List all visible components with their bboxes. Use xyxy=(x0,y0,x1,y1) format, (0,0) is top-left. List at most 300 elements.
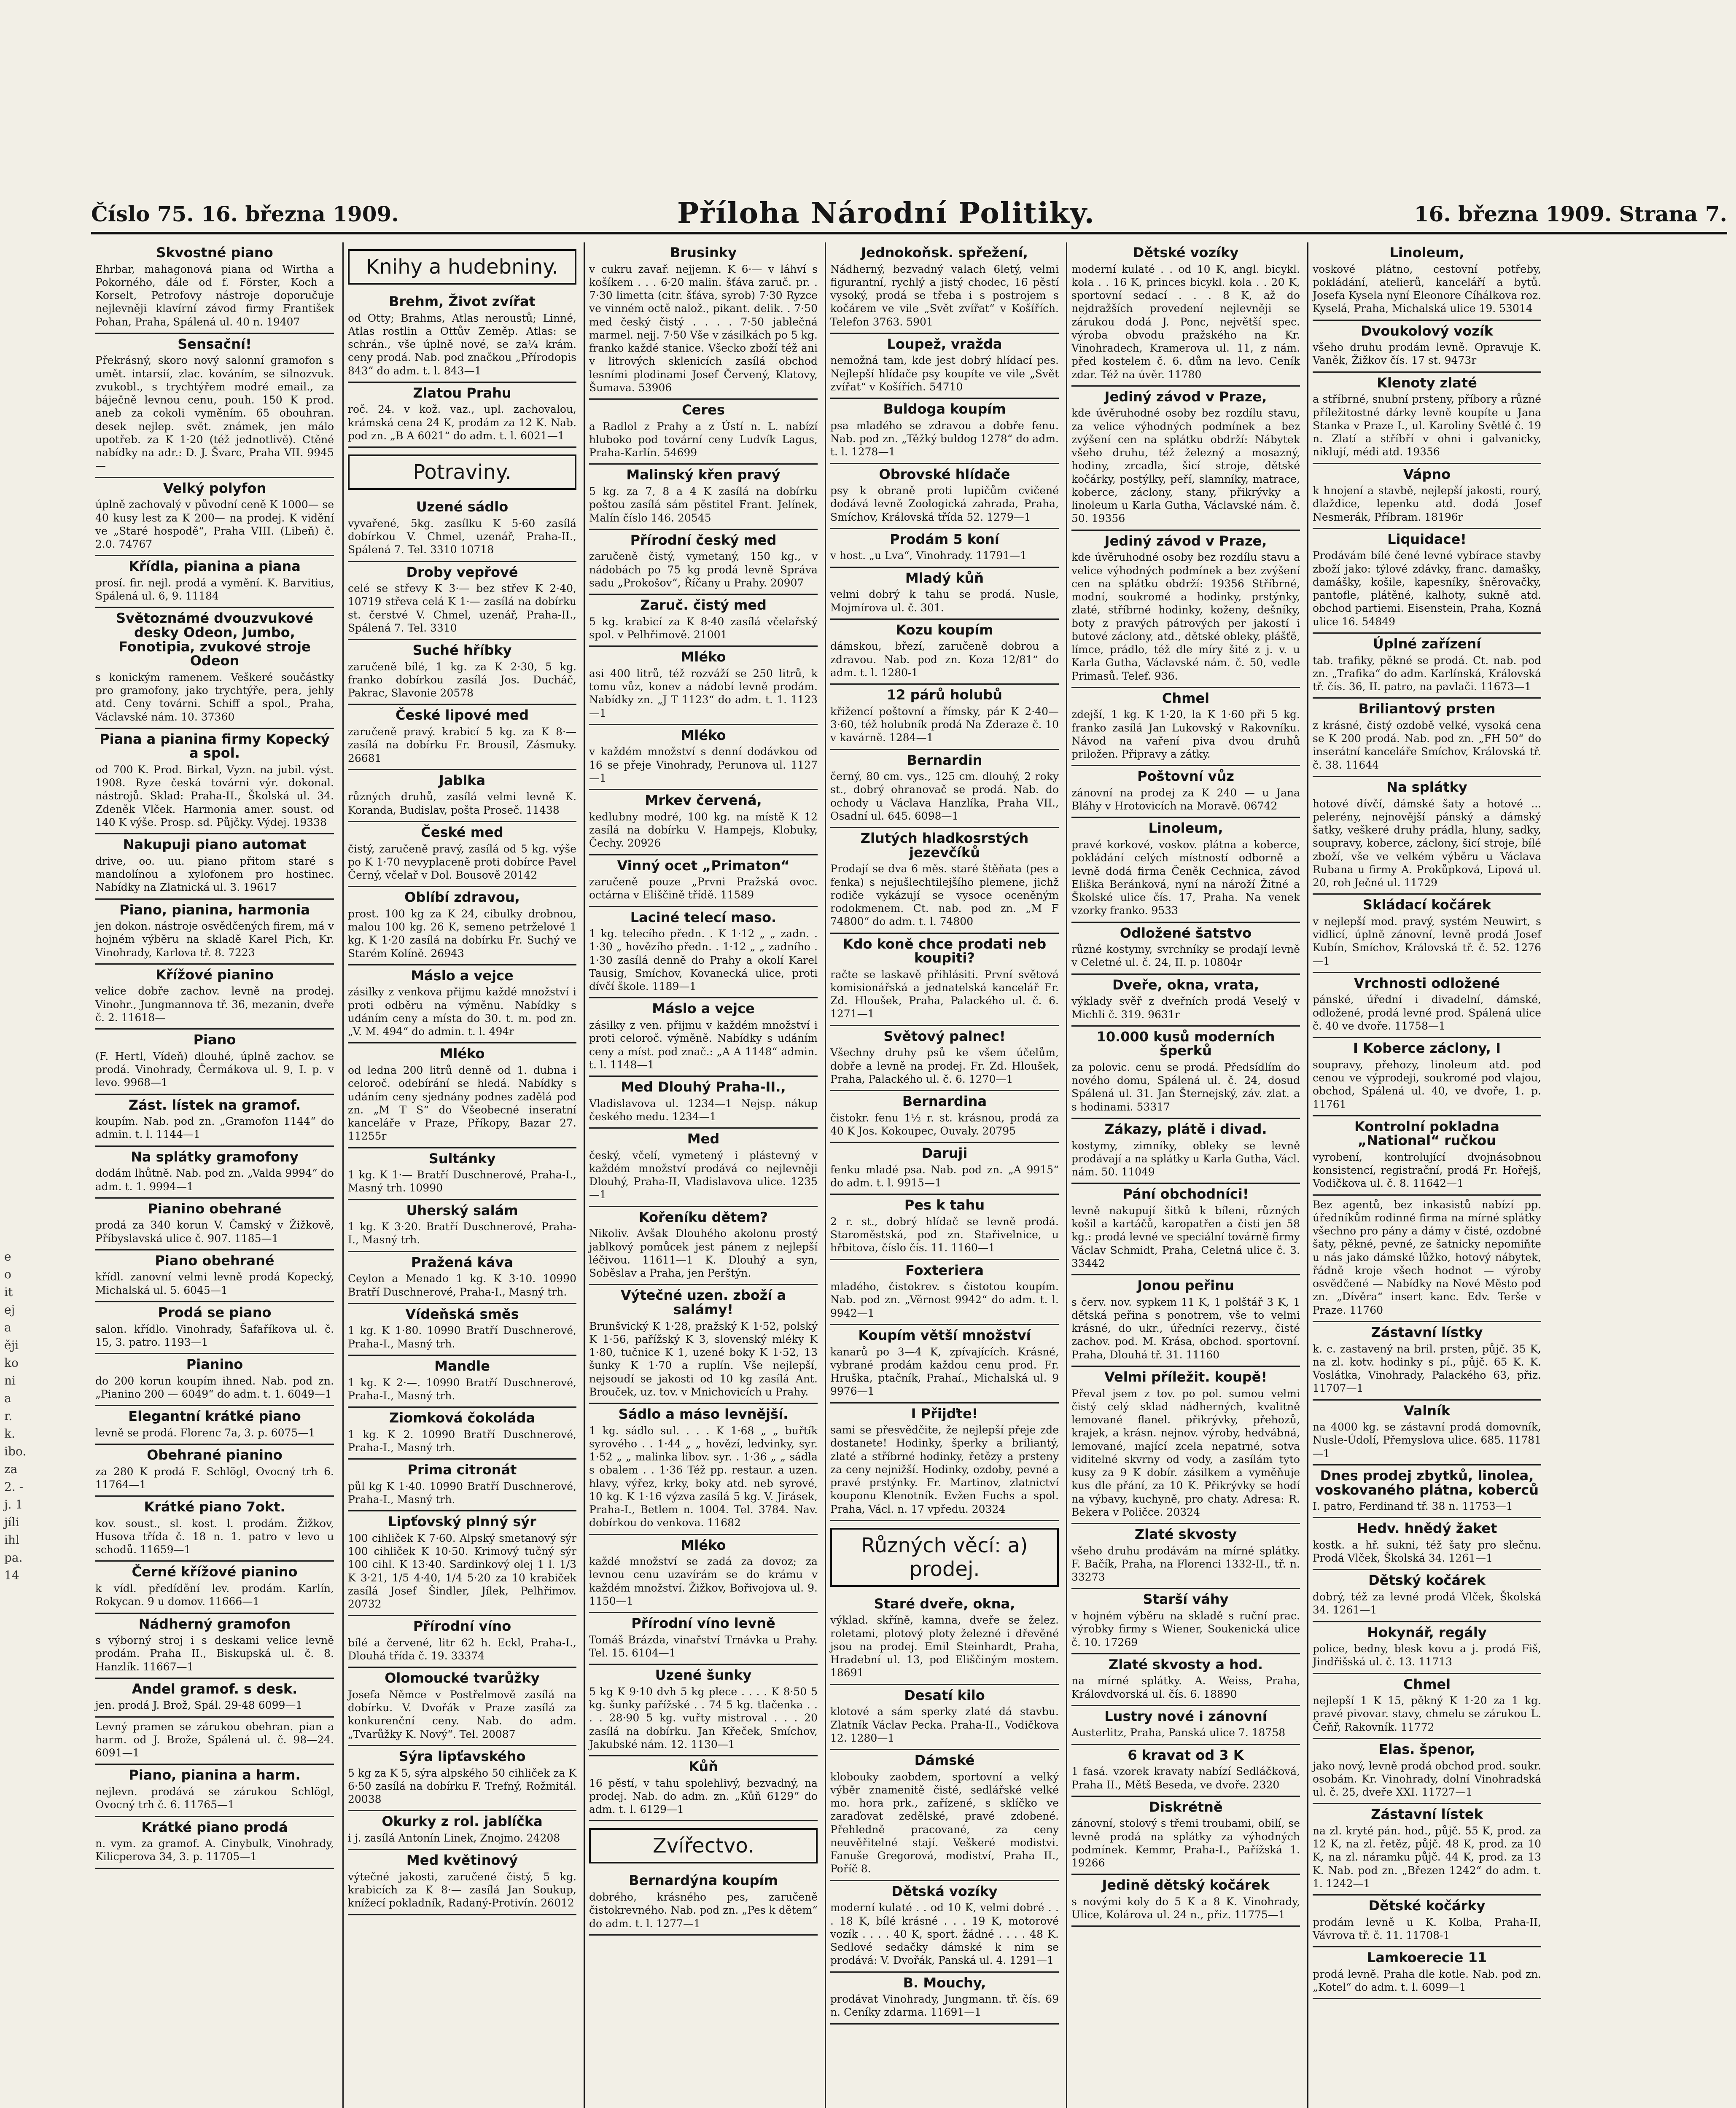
ad-text: vyvařené, 5kg. zasílku K 5·60 zasílá dobírkou V. Chmel, uzenář, Praha-II., Spálená 7. Tel. 3310 10718 xyxy=(348,517,576,556)
classified-ad xyxy=(830,1325,1059,1404)
classified-ad xyxy=(1313,1622,1541,1674)
ad-heading: Přírodní český med xyxy=(630,532,777,548)
classified-ad xyxy=(1071,1027,1300,1119)
ad-text: 1 kg. K 1·— Bratří Duschnerové, Praha-I., Masný trh. 10990 xyxy=(348,1169,576,1194)
classified-ad xyxy=(95,1718,334,1765)
ad-heading: Prodám 5 koní xyxy=(890,531,999,547)
ad-heading: Nádherný gramofon xyxy=(138,1616,291,1632)
ad-heading: Zákazy, plátě i divad. xyxy=(1104,1121,1267,1137)
ad-text: nejlepší 1 K 15, pěkný K 1·20 za 1 kg. pravé pivovar. stavy, chmelu se zárukou L. Čeňř, Rakovník. 11772 xyxy=(1313,1694,1541,1733)
left-margin-fragments xyxy=(4,1248,26,1584)
section-heading-books: Knihy a hudebniny. xyxy=(348,249,576,285)
ad-heading: Výtečné uzen. zboží a salámy! xyxy=(620,1287,786,1318)
ad-heading: Křížové pianino xyxy=(156,966,274,983)
classified-ad xyxy=(589,1756,818,1821)
ad-heading: Piano xyxy=(193,1032,236,1048)
ad-heading: Kozu koupím xyxy=(896,621,993,638)
ad-heading: Vrchnosti odložené xyxy=(1354,975,1500,991)
classified-ad xyxy=(830,1091,1059,1143)
ad-text: 1 kg. K 1·80. 10990 Bratří Duschnerové, Praha-I., Masný trh. xyxy=(348,1324,576,1350)
classified-ad xyxy=(95,1147,334,1199)
ad-heading: Mrkev červená, xyxy=(645,792,762,809)
ad-text: celé se střevy K 3·— bez střev K 2·40, 10719 střeva celá K 1·— zasílá na dobírku st. čerstvé V. Chmel, uzenář, Praha-II., Spálená 7. Tel. 3310 xyxy=(348,582,576,634)
ad-text: drive, oo. uu. piano přitom staré s mandolínou a xylofonem pro hostinec. Nabídky na Zlatnická ul. 3. 19617 xyxy=(95,855,334,894)
classified-ad xyxy=(1071,1275,1300,1367)
ad-heading: Zástavní lístky xyxy=(1371,1324,1483,1340)
margin-fragment: 2. - xyxy=(4,1480,24,1494)
ad-text: Tomáš Brázda, vinařství Trnávka u Prahy. Tel. 15. 6104—1 xyxy=(589,1633,818,1659)
ad-text: a stříbrné, snubní prsteny, příbory a různé příležitostné dárky levně koupíte u Jana Stanka v Praze I., ul. Karoliny Světlé č. 19 n. Zlatí a stříbří v ohni i galvanicky, niklují, médi atd. 19356 xyxy=(1313,393,1541,458)
classified-ad xyxy=(95,1030,334,1094)
margin-fragment: pa. xyxy=(4,1551,23,1565)
column-4 xyxy=(825,242,1063,2108)
classified-ad xyxy=(1071,1875,1300,1927)
ad-heading: Skládací kočárek xyxy=(1362,897,1491,913)
ad-text: 5 kg. za 7, 8 a 4 K zasílá na dobírku poštou zasílá sám pěstitel Frant. Jelínek, Malín číslo 146. 20545 xyxy=(589,485,818,524)
classified-ad xyxy=(95,1562,334,1613)
ad-heading: Foxteriera xyxy=(905,1262,984,1278)
classified-ad xyxy=(830,1594,1059,1685)
ad-heading: Uherský salám xyxy=(406,1202,518,1218)
ad-text: prost. 100 kg za K 24, cibulky drobnou, malou 100 kg. 26 K, semeno petrželové 1 kg. K 1·20 zasílá na dobírku Fr. Suchý ve Starém Kolíně. 26943 xyxy=(348,907,576,960)
ad-heading: Kdo koně chce prodati neb koupiti? xyxy=(842,936,1047,966)
ad-heading: Obehrané pianino xyxy=(147,1447,283,1463)
ad-heading: Nakupuji piano automat xyxy=(123,836,307,853)
classified-ad xyxy=(1071,1797,1300,1875)
ad-heading: Na splátky xyxy=(1386,779,1467,795)
ad-text: 1 kg. telecího předn. . K 1·12 „ „ zadn. . 1·30 „ hovězího předn. . 1·12 „ „ zadního . 1·30 zasílá denně do Prahy a okolí Karel Tausig, Smíchov, Kovanecká ulice, proti dívčí škole. 1189—1 xyxy=(589,928,818,993)
classified-ad xyxy=(589,242,818,400)
classified-ad xyxy=(1071,1745,1300,1797)
ad-text: salon. křídlo. Vinohrady, Šafaříkova ul. č. 15, 3. patro. 1193—1 xyxy=(95,1323,334,1348)
ad-text: čistý, zaručeně pravý, zasílá od 5 kg. výše po K 1·70 nevyplaceně proti dobírce Pavel Černý, včelař v Dol. Bousově 20142 xyxy=(348,842,576,881)
column-3 xyxy=(584,242,822,2108)
ad-heading: Elas. špenor, xyxy=(1378,1741,1475,1757)
ad-text: za polovic. cenu se prodá. Předsídlím do nového domu, Spálená ul. č. 24, dosud Spálená ul. 31. Jan Šternejský, záv. zlat. a s hodinami. 53317 xyxy=(1071,1061,1300,1113)
ad-text: křídl. zanovní velmi levně prodá Kopecký, Michalská ul. 5. 6045—1 xyxy=(95,1271,334,1296)
ad-text: zaručeně pravý. krabicí 5 kg. za K 8·— zasílá na dobírku Fr. Brousil, Zásmuky. 26681 xyxy=(348,726,576,764)
classified-ad xyxy=(1071,1524,1300,1589)
ad-text: kde úvěruhodné osoby bez rozdílu stavu, za velice výhodných podmínek a bez zvýšení cen na splátku obdrží: Nábytek všeho druhu, též železný a mosazný, hodiny, zrcadla, šicí stroje, dětské kočárky, postýlky, peří, slamníky, matrace, koberce, záclony, stany, přikrývky a linoleum u Karla Gutha, Václavské nám. č. 50. 19356 xyxy=(1071,407,1300,525)
ad-text: velmi dobrý k tahu se prodá. Nusle, Mojmírova ul. č. 301. xyxy=(830,588,1059,614)
margin-fragment: r. xyxy=(4,1409,13,1423)
ad-columns xyxy=(91,242,1727,2108)
column-1 xyxy=(91,242,338,2108)
classified-ad xyxy=(348,887,576,965)
ad-text: voskové plátno, cestovní potřeby, pokládání, atelierů, kanceláří a bytů. Josefa Kysela nyní Eleonore Cíhálkova roz. Kyselá, Praha, Michalská ulice 19. 53014 xyxy=(1313,263,1541,315)
ad-heading: Mandle xyxy=(434,1358,490,1374)
ad-heading: České med xyxy=(421,824,503,840)
margin-fragment: za xyxy=(4,1462,18,1476)
classified-ad xyxy=(1071,242,1300,387)
ad-heading: České lipové med xyxy=(396,707,529,723)
margin-fragment: k. xyxy=(4,1427,15,1441)
ad-text: půl kg K 1·40. 10990 Bratří Duschnerové, Praha-I., Masný trh. xyxy=(348,1480,576,1506)
ad-text: Prodají se dva 6 měs. staré štěňata (pes a fenka) s nejušlechtilejšího plemene, jichž rodiče vykázují se vysoce oceněným rodokmenem. Ct. nab. pod zn. „M F 74800“ do adm. t. l. 74800 xyxy=(830,863,1059,928)
ad-heading: 6 kravat od 3 K xyxy=(1128,1747,1244,1763)
ad-text: křižencí poštovní a římsky, pár K 2·40—3·60, též holubník prodá Na Zderaze č. 10 v kavárně. 1284—1 xyxy=(830,705,1059,744)
ad-text: 100 cihliček K 7·60. Alpský smetanový sýr 100 cihliček K 10·50. Krimový tučný sýr 100 cihl. K 13·40. Sardinkový olej 1 l. 1/3 K 3·21, 1/5 4·40, 1/4 5·20 za 10 krabiček zasílá Josef Šindler, Jílek, Pelhřimov. 20732 xyxy=(348,1532,576,1611)
ad-heading: Jablka xyxy=(439,772,486,788)
classified-ad xyxy=(830,1260,1059,1325)
publication-title: Příloha Národní Politiky. xyxy=(677,196,1095,230)
ad-text: Převal jsem z tov. po pol. sumou velmi čistý celý sklad nádherných, kvalitně lemované flanel. přikrývky, přehozů, krajek, a krásn. nejnov. výroby, hedvábná, lemované, mající zcela nepatrné, sotva viditelné skvrny od vody, a zasílám tyto kusy za 9 K dobír. zásilkem a vyměňuje kus dle přání, za 10 K. Přikrývky se hodí na výbavy, kuchyně, pro chaty. Adresa: R. Bekera v Poličce. 20324 xyxy=(1071,1387,1300,1518)
classified-ad xyxy=(348,1043,576,1148)
ad-text: prodám levně u K. Kolba, Praha-II, Vávrova tř. č. 11. 11708-1 xyxy=(1313,1916,1541,1941)
ad-heading: Olomoucké tvarůžky xyxy=(385,1670,540,1686)
ad-text: tab. trafiky, pěkné se prodá. Ct. nab. pod zn. „Trafika“ do adm. Karlínská, Královská tř. čís. 36, II. patro, na pavlači. 11673—1 xyxy=(1313,654,1541,693)
ad-text: Brunšvický K 1·28, pražský K 1·52, polský K 1·56, pařížský K 3, slovenský mléky K 1·80, tučnice K 1, uzené boky K 1·52, 13 šunky K 1·70 a ruplín. Vše nejlepší, nejsoudí se jakosti od 10 kg zasílá Ant. Brouček, uz. tov. v Mnichovicích u Prahy. xyxy=(589,1320,818,1398)
classified-ad xyxy=(95,729,334,834)
ad-text: jen dokon. nástroje osvědčených firem, má v hojném výběru na skladě Karel Pich, Kr. Vinohrady, Karlova tř. 8. 7223 xyxy=(95,920,334,959)
classified-ad xyxy=(1313,1196,1541,1322)
ad-text: psa mladého se zdravou a dobře fenu. Nab. pod zn. „Těžký buldog 1278“ do adm. t. l. 1278—1 xyxy=(830,419,1059,458)
ad-text: Ehrbar, mahagonová piana od Wirtha a Pokorného, dále od f. Förster, Koch a Korselt, Petrofovy nástroje doporučuje nejlevněji klavírní závod firmy František Pohan, Praha, Spálená ul. 40 n. 19407 xyxy=(95,263,334,328)
classified-ad xyxy=(589,595,818,647)
ad-text: klotové a sám sperky zlaté dá stavbu. Zlatník Václav Pecka. Praha-II., Vodičkova 12. 1280—1 xyxy=(830,1705,1059,1744)
ad-text: na 4000 kg. se zástavní prodá domovník, Nusle-Údolí, Přemyslova ulice. 685. 11781—1 xyxy=(1313,1421,1541,1460)
ad-text: roč. 24. v kož. vaz., upl. zachovalou, krámská cena 24 K, prodám za 12 K. Nab. pod zn. „B A 6021“ do adm. t. l. 6021—1 xyxy=(348,403,576,442)
ad-heading: Pianino xyxy=(186,1356,243,1373)
ad-text: 2 r. st., dobrý hlídač se levně prodá. Staroměstská, pod zn. Stařivelnice, u hřbitova, číslo čís. 11. 1160—1 xyxy=(830,1215,1059,1254)
ad-heading: Poštovní vůz xyxy=(1137,768,1234,785)
ad-heading: Černé křížové pianino xyxy=(132,1564,298,1580)
ad-text: zánovní na prodej za K 240 — u Jana Bláhy v Hrotovicích na Moravě. 06742 xyxy=(1071,786,1300,812)
ad-heading: Linoleum, xyxy=(1148,820,1223,836)
classified-ad xyxy=(348,1408,576,1460)
classified-ad xyxy=(95,1497,334,1562)
ad-text: pravé korkové, voskov. plátna a koberce, pokládání celých místností odborně a levně dodá firma Čeněk Cechnica, závod Eliška Beránková, nyní na nároží Žitné a Školské ulice čís. 17, Praha. Na venek vzorky franko. 9533 xyxy=(1071,839,1300,917)
ad-heading: Lamkoerecie 11 xyxy=(1367,1949,1487,1966)
classified-ad xyxy=(1071,688,1300,766)
classified-ad xyxy=(830,399,1059,464)
ad-text: soupravy, přehozy, linoleum atd. pod cenou ve výprodeji, soukromé pod vlajou, obchod, Spálená ul. 40, ve dvoře, 1. p. 11761 xyxy=(1313,1058,1541,1110)
classified-ad xyxy=(95,1445,334,1497)
ad-heading: Suché hříbky xyxy=(412,642,512,659)
classified-ad xyxy=(589,1870,818,1935)
ad-text: od ledna 200 litrů denně od 1. dubna i celoroč. odebírání se hledá. Nabídky s udáním ceny sjednány podnes zadělá pod zn. „M T S“ do Všeobecné inseratní kanceláře v Praze, Příkopy, Bazar 27. 11255r xyxy=(348,1064,576,1143)
ad-heading: B. Mouchy, xyxy=(903,1974,986,1991)
ad-text: dámskou, březí, zaručeně dobrou a zdravou. Nab. pod zn. Koza 12/81“ do adm. t. l. 1280-1 xyxy=(830,640,1059,679)
classified-ad xyxy=(1071,923,1300,975)
classified-ad xyxy=(1071,1119,1300,1184)
classified-ad xyxy=(1313,373,1541,464)
classified-ad xyxy=(348,1460,576,1511)
ad-heading: Kůň xyxy=(689,1758,718,1775)
ad-text: v nejlepší mod. pravý, systém Neuwirt, s vidlicí, úplně zánovní, levně prodá Josef Kubín, Smíchov, Královská tř. č. 52. 1276—1 xyxy=(1313,915,1541,967)
ad-heading: Mladý kůň xyxy=(905,570,984,586)
ad-text: račte se laskavě přihlásiti. První světová komisionářská a jednatelská kancelář Fr. Zd. Hloušek, Praha, Palackého ul. č. 6. 1271—1 xyxy=(830,968,1059,1020)
margin-fragment: a xyxy=(4,1391,11,1405)
classified-ad xyxy=(348,965,576,1044)
ad-text: kanarů po 3—4 K, zpívajících. Krásné, vybrané prodám každou cenu prod. Fr. Hruška, ptačník, Prahaí., Michalská ul. 9 9976—1 xyxy=(830,1345,1059,1398)
ad-text: n. vym. za gramof. A. Cinybulk, Vinohrady, Kilicperova 34, 3. p. 11705—1 xyxy=(95,1837,334,1863)
classified-ad xyxy=(348,562,576,640)
ad-heading: Jediný závod v Praze, xyxy=(1104,388,1267,405)
ad-heading: Zlaté skvosty a hod. xyxy=(1109,1656,1263,1672)
ad-text: kedlubny modré, 100 kg. na místě K 12 zasílá na dobírku V. Hampejs, Klobuky, Čechy. 20926 xyxy=(589,810,818,850)
ad-heading: Uzené sádlo xyxy=(416,499,509,515)
classified-ad xyxy=(1313,1518,1541,1570)
ad-heading: Andel gramof. s desk. xyxy=(132,1680,298,1697)
ad-heading: Ceres xyxy=(682,402,725,418)
ad-text: s konickým ramenem. Veškeré součástky pro gramofony, jako trychtýře, pera, jehly atd. Ceny továrni. Schiff a spol., Praha, Václavské nám. 10. 37360 xyxy=(95,671,334,723)
ad-heading: Jediný závod v Praze, xyxy=(1104,532,1267,549)
ad-heading: Malinský křen pravý xyxy=(626,467,781,483)
ad-text: bílé a červené, litr 62 h. Eckl, Praha-I., Dlouhá třída č. 19. 33374 xyxy=(348,1636,576,1662)
ad-text: s červ. nov. sypkem 11 K, 1 polštář 3 K, 1 dětská peřina s ponotrem, vše to velmi krásné, do ukr., úředníci rezervy., čisté zachov. pod. M. Krása, obchod. sportovní. Praha, Dlouhá tř. 31. 11160 xyxy=(1071,1296,1300,1361)
ad-heading: Piano, pianina a harm. xyxy=(129,1767,301,1783)
ad-heading: Piano, pianina, harmonia xyxy=(119,901,310,918)
ad-text: jako nový, levně prodá obchod prod. soukr. osobám. Kr. Vinohrady, dolní Vinohradská ul. č. 25, dveře XXI. 11727—1 xyxy=(1313,1759,1541,1799)
classified-ad xyxy=(830,1973,1059,2025)
section-heading-food: Potraviny. xyxy=(348,454,576,490)
classified-ad xyxy=(830,828,1059,933)
margin-fragment: ěji xyxy=(4,1338,19,1352)
classified-ad xyxy=(589,400,818,465)
ad-text: 5 kg. krabicí za K 8·40 zasílá včelařský spol. v Pelhřimově. 21001 xyxy=(589,615,818,641)
ad-text: 5 kg K 9·10 dvh 5 kg plece . . . . K 8·50 5 kg. šunky pařížské . . 74 5 kg. tlačenka . . . . 28·90 5 kg. vuřty mistroval . . . 20 zasílá na dobírku. Jan Křeček, Smíchov, Jakubské nám. 12. 1130—1 xyxy=(589,1685,818,1750)
ad-text: dobrého, krásného pes, zaručeně čistokrevného. Nab. pod zn. „Pes k dětem“ do adm. t. l. 1277—1 xyxy=(589,1891,818,1930)
margin-fragment: e xyxy=(4,1250,11,1264)
ad-text: Ceylon a Menado 1 kg. K 3·10. 10990 Bratří Duschnerové, Praha-I., Masný trh. xyxy=(348,1272,576,1298)
classified-ad xyxy=(95,608,334,729)
classified-ad xyxy=(589,998,818,1077)
classified-ad xyxy=(1313,973,1541,1038)
ad-heading: Piana a pianina firmy Kopecký a spol. xyxy=(100,731,330,761)
ad-heading: Pianino obehrané xyxy=(148,1200,282,1217)
ad-text: 1 kg. K 3·20. Bratří Duschnerové, Praha-I., Masný trh. xyxy=(348,1221,576,1246)
ad-text: police, bedny, blesk kovu a j. prodá Fiš, Jindřišská ul. č. 13. 11713 xyxy=(1313,1643,1541,1668)
classified-ad xyxy=(95,242,334,334)
ad-heading: Sultánky xyxy=(428,1150,496,1167)
classified-ad xyxy=(348,1616,576,1668)
margin-fragment: ej xyxy=(4,1303,15,1317)
ad-heading: Světoznámé dvouzvukové desky Odeon, Jumbo, Fonotipia, zvukové stroje Odeon xyxy=(116,610,313,669)
margin-fragment: 14 xyxy=(4,1568,19,1582)
ad-heading: Kořeníku dětem? xyxy=(638,1209,768,1225)
classified-ad xyxy=(1071,387,1300,531)
ad-heading: Briliantový prsten xyxy=(1358,701,1496,717)
ad-text: výtečné jakosti, zaručené čistý, 5 kg. krabicích za K 8·— zasílá Jan Soukup, knížecí pokladník, Radaný-Protivín. 26012 xyxy=(348,1870,576,1909)
ad-text: kov. soust., sl. kost. l. prodám. Žižkov, Husova třída č. 18 n. 1. patro v levo u schodů. 11659—1 xyxy=(95,1517,334,1556)
classified-ad xyxy=(1313,1804,1541,1896)
classified-ad xyxy=(348,497,576,562)
ad-heading: Přírodní víno xyxy=(413,1618,511,1635)
ad-heading: Hokynář, regály xyxy=(1367,1624,1487,1640)
classified-ad xyxy=(1313,1896,1541,1947)
ad-heading: Zlaté skvosty xyxy=(1134,1526,1237,1543)
ad-heading: Zaruč. čistý med xyxy=(640,597,767,613)
classified-ad xyxy=(1313,1947,1541,1999)
classified-ad xyxy=(1313,1116,1541,1196)
classified-ad xyxy=(1313,464,1541,529)
ad-heading: Dnes prodej zbytků, linolea, voskovaného plátna, koberců xyxy=(1315,1467,1539,1498)
ad-heading: Sensační! xyxy=(178,336,252,352)
classified-ad xyxy=(589,1129,818,1207)
ad-text: Všechny druhy psů ke všem účelům, dobře a levně na prodej. Fr. Zd. Hloušek, Praha, Palackého ul. č. 6. 1270—1 xyxy=(830,1046,1059,1085)
classified-ad xyxy=(348,822,576,887)
margin-fragment: a xyxy=(4,1320,11,1334)
ad-heading: Máslo a vejce xyxy=(411,967,514,984)
page-header xyxy=(91,198,1727,234)
ad-text: za 280 K prodá F. Schlögl, Ovocný trh 6. 11764—1 xyxy=(95,1465,334,1491)
ad-heading: Diskrétně xyxy=(1149,1799,1223,1815)
ad-heading: Desatí kilo xyxy=(904,1687,985,1703)
section-heading-animals: Zvířectvo. xyxy=(589,1828,818,1863)
ad-heading: Dvoukolový vozík xyxy=(1360,323,1494,339)
ad-heading: Na splátky gramofony xyxy=(131,1148,299,1165)
ad-text: i j. zasílá Antonín Linek, Znojmo. 24208 xyxy=(348,1831,560,1844)
classified-ad xyxy=(95,834,334,899)
classified-ad xyxy=(1071,531,1300,688)
ad-heading: Bernardina xyxy=(902,1093,987,1110)
margin-fragment: j. 1 xyxy=(4,1498,23,1511)
ad-heading: Lipťovský plnný sýr xyxy=(388,1514,536,1530)
margin-fragment: ni xyxy=(4,1374,16,1387)
ad-text: zaručeně pouze „Prvni Pražská ovoc. octárna v Eliščině třídě. 11589 xyxy=(589,876,818,901)
classified-ad xyxy=(348,1746,576,1811)
classified-ad xyxy=(95,1817,334,1869)
ad-heading: Droby vepřové xyxy=(406,564,518,580)
ad-text: levně se prodá. Florenc 7a, 3. p. 6075—1 xyxy=(95,1426,315,1439)
classified-ad xyxy=(589,1665,818,1756)
ad-text: do 200 korun koupím ihned. Nab. pod zn. „Pianino 200 — 6049“ do adm. t. 1. 6049—1 xyxy=(95,1374,334,1400)
margin-fragment: ihl xyxy=(4,1533,19,1547)
ad-heading: Koupím větší množství xyxy=(858,1327,1031,1343)
ad-text: nejlevn. prodává se zárukou Schlögl, Ovocný trh č. 6. 11765—1 xyxy=(95,1785,334,1811)
ad-text: zaručeně čistý, vymetaný, 150 kg., v nádobách po 75 kg prodá levně Správa sadu „Prokošov“, Říčany u Prahy. 20907 xyxy=(589,550,818,589)
ad-text: zásilky z ven. přijmu v každém množství i proti celoroč. výměně. Nabídky s udáním ceny a míst. pod znač.: „A A 1148“ admin. t. l. 1148—1 xyxy=(589,1019,818,1071)
ad-text: Bez agentů, bez inkasistů nabízí pp. úředníkům rodinné firma na mírné splátky všechno pro pány a dámy v čisté, ozdobné šaty, pěkné, pevné, ze šatnicky nepomiňte u nás jako dámské lůžko, hotový nábytek, řádně kroje všech hodnot — výroby osvědčené — Nabídky na Nové Město pod zn. „Dívěra“ insert kanc. Edv. Terše v Praze. 11760 xyxy=(1313,1198,1541,1316)
ad-text: zaručeně bílé, 1 kg. za K 2·30, 5 kg. franko dobírkou zasílá Jos. Ducháč, Pakrac, Slavonie 20578 xyxy=(348,660,576,699)
classified-ad xyxy=(95,1765,334,1817)
classified-ad xyxy=(1071,1706,1300,1745)
ad-heading: Zástavní lístek xyxy=(1371,1806,1483,1823)
margin-fragment: ibo. xyxy=(4,1444,27,1458)
newspaper-page xyxy=(91,0,1727,2108)
ad-text: velice dobře zachov. levně na prodej. Vinohr., Jungmannova tř. 36, mezanin, dveře č. 2. 11618— xyxy=(95,985,334,1024)
classified-ad xyxy=(830,1143,1059,1195)
classified-ad xyxy=(589,1613,818,1665)
ad-text: 5 kg za K 5, sýra alpského 50 cihliček za K 6·50 zasílá na dobírku F. Trefný, Rožmitál. 20038 xyxy=(348,1767,576,1806)
classified-ad xyxy=(830,685,1059,750)
ad-text: od 700 K. Prod. Birkal, Vyzn. na jubil. výst. 1908. Ryze česká továrni výr. dokonal. nástrojů. Sklad: Praha-II., Školská ul. 34. Zdeněk Vlček. Harmonia amer. soust. od 140 K výše. Prosp. sd. Půjčky. Výdej. 19338 xyxy=(95,763,334,828)
ad-text: klobouky zaobdem, sportovní a velký výběr znamenitě čisté, sedlářské velké mo. hora prk., zařízené, s sklíčko ve zaraďovat zedělské, pravé zdobené. Přehledně pracované, za ceny neuvěřitelné stají. Veškeré modistvi. Fanuše Gregorová, modiství, Praha II., Poříč 8. xyxy=(830,1770,1059,1875)
classified-ad xyxy=(1313,1739,1541,1804)
margin-fragment: jíli xyxy=(4,1515,19,1529)
ad-heading: Valník xyxy=(1403,1402,1451,1419)
ad-heading: Piano obehrané xyxy=(155,1252,275,1269)
ad-text: od Otty; Brahms, Atlas neroustů; Linné, Atlas rostlin a Ottův Zeměp. Atlas: se schrán., vše úplně nové, se za¼ krám. ceny prodá. Nab. pod značkou „Přírodopis 843“ do adm. t. l. 843—1 xyxy=(348,312,576,377)
ad-text: úplně zachovalý v původní ceně K 1000— se 40 kusy lest za K 200— na prodej. K vidění ve „Staré hospodě“, Praha VIII. (Libeň) č. 2.0. 74767 xyxy=(95,498,334,551)
ad-heading: Krátké piano prodá xyxy=(141,1819,288,1835)
classified-ad xyxy=(1313,1570,1541,1622)
ad-text: výklad. skříně, kamna, dveře se želez. roletami, plotový ploty železné i dřevěné jsou na prodej. Emil Steinhardt, Praha, Hradební ul. 13, pod Eliščiným mostem. 18691 xyxy=(830,1614,1059,1679)
ad-heading: Světový palnec! xyxy=(883,1028,1006,1044)
classified-ad xyxy=(95,1199,334,1250)
ad-heading: Kontrolní pokladna „National“ ručkou xyxy=(1354,1118,1499,1149)
ad-text: mladého, čistokrev. s čistotou koupím. Nab. pod zn. „Věrnost 9942“ do adm. t. l. 9942—1 xyxy=(830,1280,1059,1319)
classified-ad xyxy=(830,620,1059,685)
classified-ad xyxy=(830,1750,1059,1881)
ad-heading: I Koberce záclony, I xyxy=(1353,1040,1501,1057)
ad-text: moderní kulaté . . od 10 K, velmi dobré . . . 18 K, bílé krásné . . . 19 K, motorové vozík . . . . 40 K, sport. žádné . . . . 48 K. Sedlové sedačky dámské k nim se prodává: V. Dvořák, Panská ul. 4. 1291—1 xyxy=(830,1901,1059,1967)
margin-fragment: o xyxy=(4,1267,11,1281)
classified-ad xyxy=(1071,766,1300,818)
classified-ad xyxy=(589,530,818,595)
classified-ad xyxy=(1313,242,1541,321)
ad-text: koupím. Nab. pod zn. „Gramofon 1144“ do admin. t. l. 1144—1 xyxy=(95,1115,334,1141)
column-5 xyxy=(1066,242,1304,2108)
ad-heading: Uzené šunky xyxy=(655,1667,752,1683)
ad-text: různé kostymy, svrchníky se prodají levně v Celetné ul. č. 24, II. p. 10804r xyxy=(1071,943,1300,969)
ad-text: asi 400 litrů, též rozváží se 250 litrů, k tomu vůz, konev a nádobí levně prodám. Nabídky zn. „J T 1123“ do adm. t. 1. 1123—1 xyxy=(589,667,818,719)
issue-number: Číslo 75. 16. března 1909. xyxy=(91,202,399,226)
ad-heading: Dětská vozíky xyxy=(891,1883,998,1899)
ad-heading: 10.000 kusů moderních šperků xyxy=(1096,1028,1275,1059)
ad-text: hotové dívčí, dámské šaty a hotové ... pelerény, nejnovější pánský a dámský šatky, veškeré druhy prádla, hluny, sadky, soupravy, koberce, záclony, šicí stroje, bílé zboží, vše ve velkém výběru u Václava Rubana u firmy A. Prokůpková, Lipová ul. 20, roh Ječné ul. 11729 xyxy=(1313,797,1541,889)
classified-ad xyxy=(348,1811,576,1850)
classified-ad xyxy=(589,855,818,907)
ad-heading: Med květinový xyxy=(406,1852,518,1869)
classified-ad xyxy=(1071,1184,1300,1275)
ad-text: v každém množství s denní dodávkou od 16 se přeje Vinohrady, Perunova ul. 1127—1 xyxy=(589,745,818,784)
ad-text: Vladislavova ul. 1234—1 Nejsp. nákup českého medu. 1234—1 xyxy=(589,1097,818,1123)
classified-ad xyxy=(589,725,818,790)
classified-ad xyxy=(1313,1465,1541,1518)
ad-heading: Velmi příležit. koupě! xyxy=(1104,1369,1268,1385)
classified-ad xyxy=(348,1252,576,1304)
ad-heading: Skvostné piano xyxy=(156,245,273,261)
ad-heading: Med Dlouhý Praha-II., xyxy=(621,1079,786,1095)
classified-ad xyxy=(95,556,334,608)
ad-text: v cukru zavař. nejjemn. K 6·— v láhví s košíkem . . . 6·20 malin. šťáva zaruč. pr. . 7·30 limetta (citr. šťáva, syrob) 7·30 Ryzce ve vinném octě nalož., pikant. delik. . 7·50 med český čistý . . . . 7·50 jablečná marmel. nejj. 7·50 Vše v zásilkách po 5 kg. franko každé stanice. Všecko zboží též ani v litrových sklenicích zasílá obchod lesními plodinami Josef Červený, Klatovy, Šumava. 53906 xyxy=(589,263,818,394)
classified-ad xyxy=(830,1404,1059,1521)
ad-heading: Úplné zařízení xyxy=(1373,635,1481,652)
ad-text: Překrásný, skoro nový salonní gramofon s umět. intarsií, zlac. kováním, se silnozvuk. zvukobl., s trychtýřem modré email., za báječně levnou cenu, pouh. 150 K prod. aneb za cokoli vyměním. 65 obouhran. desek nejlep. svět. známek, jen málo upotřeb. za K 1·20 (též jednotlivě). Ctěné nabídky na adr.: D. J. Švarc, Praha VII. 9945— xyxy=(95,354,334,472)
ad-heading: Elegantní krátké piano xyxy=(128,1408,301,1425)
classified-ad xyxy=(95,1302,334,1354)
ad-text: sami se přesvědčite, že nejlepší přeje zde dostanete! Hodinky, šperky a briliantý, zlaté a stříbrné hodinky, řetězy a prsteny za ceny nejnižší. Hodinky, ozdoby, pevné a pravé prstýnky. Fr. Martinov, zlatnictví kouponu Klenotník. Evžen Fuchs a spol. Praha, Václ. n. 17 vpředu. 20324 xyxy=(830,1424,1059,1515)
ad-text: (F. Hertl, Vídeň) dlouhé, úplně zachov. se prodá. Vinohrady, Čermákova ul. 9, I. p. v levo. 9968—1 xyxy=(95,1050,334,1089)
classified-ad xyxy=(1313,1038,1541,1116)
classified-ad xyxy=(589,1207,818,1285)
classified-ad xyxy=(589,1535,818,1613)
ad-text: Josefa Němce v Postřelmově zasílá na dobírku. V. Dvořák v Praze zasílá za konkurenční ceny. Nab. do adm. „Tvarůžky K. Nový“. Tel. 20087 xyxy=(348,1688,576,1740)
ad-text: k vídl. předídění lev. prodám. Karlín, Rokycan. 9 u domov. 11666—1 xyxy=(95,1582,334,1608)
ad-heading: Chmel xyxy=(1403,1676,1451,1692)
classified-ad xyxy=(95,334,334,478)
classified-ad xyxy=(589,1285,818,1404)
ad-heading: Přírodní víno levně xyxy=(631,1615,775,1632)
classified-ad xyxy=(830,750,1059,828)
ad-heading: Dětské vozíky xyxy=(1133,245,1239,261)
ad-text: moderní kulaté . . od 10 K, angl. bicykl. kola . . 16 K, princes bicykl. kola . . 20 K, sportovní sedací . . . 8 K, až do nejdražších provedení nejlevněji se zárukou dodá J. Ponc, největší spec. výroba obvodu pražského na Kr. Vinohradech, Kramerova ul. 11, z nám. před kostelem č. 6. dům na levo. Ceník zdar. Též na úvěr. 11780 xyxy=(1071,263,1300,381)
classified-ad xyxy=(1313,1401,1541,1465)
ad-heading: Brusinky xyxy=(670,245,737,261)
margin-fragment: it xyxy=(4,1285,13,1299)
ad-text: 1 fasá. vzorek kravaty nabízí Sedláčková, Praha II., Mětš Beseda, ve dvoře. 2320 xyxy=(1071,1765,1300,1791)
classified-ad xyxy=(348,291,576,383)
ad-text: psy k obraně proti lupičům cvičené dodává levně Zoologická zahrada, Praha, Smíchov, Královská třída 52. 1279—1 xyxy=(830,484,1059,523)
ad-text: nemožná tam, kde jest dobrý hlídací pes. Nejlepší hlídače psy koupíte ve vile „Svět zvířat“ v Košířích. 54710 xyxy=(830,354,1059,393)
ad-text: různých druhů, zasílá velmi levně K. Koranda, Budislav, pošta Proseč. 11438 xyxy=(348,790,576,816)
ad-heading: Okurky z rol. jablíčka xyxy=(382,1813,543,1830)
ad-heading: Starší váhy xyxy=(1143,1591,1229,1608)
ad-heading: Liquidace! xyxy=(1387,531,1467,547)
ad-text: z krásné, čistý ozdobě velké, vysoká cena se K 200 prodá. Nab. pod zn. „FH 50“ do inserátní kanceláře Smíchov, Královská tř. č. 38. 11644 xyxy=(1313,719,1541,771)
